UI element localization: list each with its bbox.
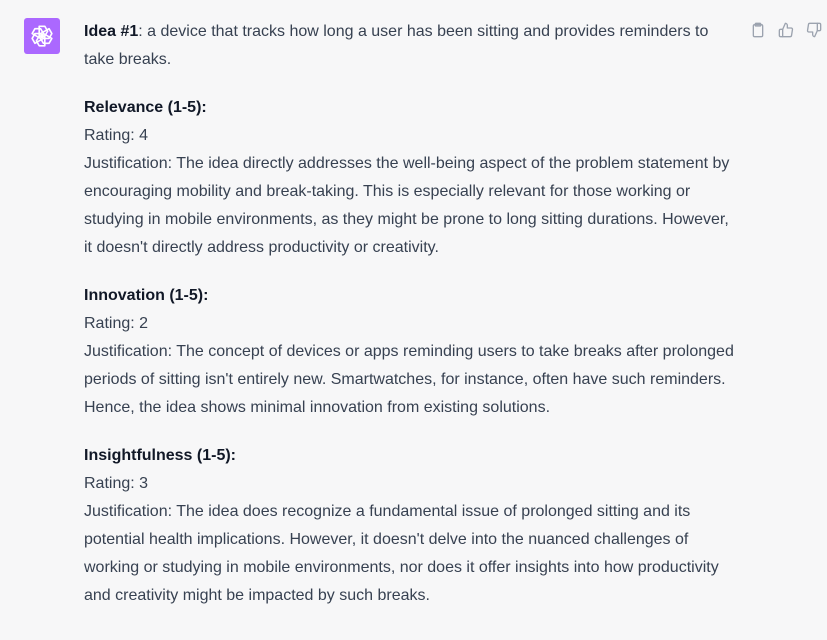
section-relevance	[84, 94, 740, 262]
thumbs-down-button[interactable]	[805, 20, 823, 40]
section-justification: Justification: The idea directly addresses the well-being aspect of the problem statement by encouraging mobility and break-taking. This is especially relevant for those working or studying in mobile environments, as they might be prone to long sitting durations. However, it doesn't directly address productivity or creativity.	[84, 155, 730, 256]
idea-label: Idea #1	[84, 23, 139, 40]
thumbs-up-button[interactable]	[777, 20, 795, 40]
copy-button[interactable]	[749, 20, 767, 40]
section-insightfulness	[84, 442, 740, 610]
idea-text: : a device that tracks how long a user has been sitting and provides reminders to take breaks.	[84, 23, 709, 68]
section-justification: Justification: The idea does recognize a fundamental issue of prolonged sitting and its potential health implications. However, it doesn't delve into the nuanced challenges of working or studying in mobile environments, nor does it offer insights into how productivity and creativity might be impacted by such breaks.	[84, 503, 719, 604]
thumbs-up-icon	[778, 22, 794, 38]
assistant-message	[84, 18, 740, 630]
thumbs-down-icon	[806, 22, 822, 38]
idea-paragraph	[84, 18, 740, 74]
section-heading: Relevance (1-5):	[84, 99, 207, 116]
section-rating: Rating: 2	[84, 315, 149, 332]
section-justification: Justification: The concept of devices or apps reminding users to take breaks after prolonged periods of sitting isn't entirely new. Smartwatches, for instance, often have such reminders. Hence, the idea shows minimal innovation from existing solutions.	[84, 343, 734, 416]
assistant-avatar	[24, 18, 60, 54]
openai-logo-icon	[29, 23, 55, 49]
message-actions	[749, 20, 823, 40]
clipboard-icon	[750, 22, 766, 38]
section-heading: Innovation (1-5):	[84, 287, 209, 304]
section-rating: Rating: 3	[84, 475, 149, 492]
section-rating: Rating: 4	[84, 127, 149, 144]
section-heading: Insightfulness (1-5):	[84, 447, 237, 464]
section-innovation	[84, 282, 740, 422]
